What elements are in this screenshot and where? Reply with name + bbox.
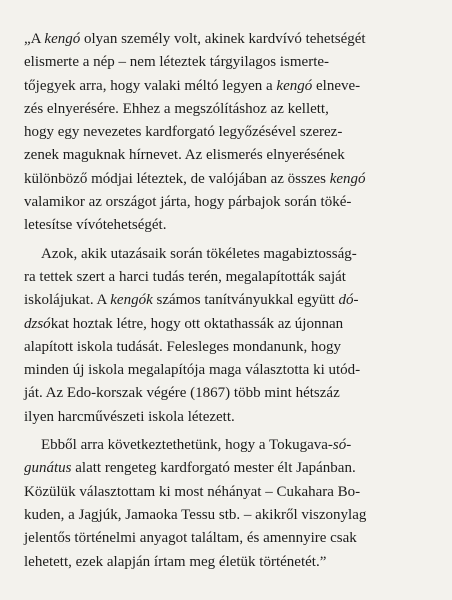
text-line: Ebből arra következtethetünk, hogy a Tokugava-só- (41, 437, 352, 454)
text-line: dzsókat hoztak létre, hogy ott oktathassák az újonnan (24, 315, 344, 332)
text-line: jelentős történelmi anyagot találtam, és amennyire csak (24, 530, 357, 547)
text-line: lehetett, ezek alapján írtam meg életük történetét.” (24, 553, 327, 570)
text-line: valamikor az országot járta, hogy párbajok során töké- (24, 194, 352, 211)
text-line: „A kengó olyan személy volt, akinek kardvívó tehetségét (24, 31, 366, 47)
body-text (24, 28, 432, 574)
text-line: különböző módjai léteztek, de valójában az összes kengó (24, 170, 366, 187)
text-line: Azok, akik utazásaik során tökéletes magabiztosság- (41, 245, 357, 262)
text-line: hogy egy nevezetes kardforgató legyőzésével szerez- (24, 124, 343, 141)
text-line: gunátus alatt rengeteg kardforgató mester élt Japánban. (24, 460, 356, 477)
paragraph-3 (24, 434, 432, 574)
text-line: alapított iskola tudását. Felesleges mondanunk, hogy (24, 338, 342, 355)
text-line: minden új iskola megalapítója maga választotta ki utód- (24, 362, 361, 379)
text-line: kuden, a Jagjúk, Jamaoka Tessu stb. – akikről viszonylag (24, 506, 367, 523)
paragraph-2 (24, 243, 432, 429)
paragraph-1 (24, 28, 432, 238)
text-line: ra tettek szert a harci tudás terén, megalapították saját (24, 268, 346, 285)
text-line: elismerte a nép – nem léteztek tárgyilagos ismerte- (24, 54, 330, 71)
text-line: zés elnyerésére. Ehhez a megszólításhoz az kellett, (24, 100, 329, 117)
text-line: tőjegyek arra, hogy valaki méltó legyen a kengó elneve- (24, 77, 361, 94)
text-line: ilyen harcművészeti iskola létezett. (24, 408, 235, 425)
text-line: Közülük választottam ki most néhányat – Cukahara Bo- (24, 483, 361, 500)
text-line: letesítse vívótehetségét. (24, 217, 167, 234)
text-line: iskolájukat. A kengók számos tanítványukkal együtt dó- (24, 292, 359, 309)
text-line: ját. Az Edo-korszak végére (1867) több mint hétszáz (24, 385, 340, 402)
text-line: zenek maguknak hírnevet. Az elismerés elnyerésének (24, 147, 345, 164)
